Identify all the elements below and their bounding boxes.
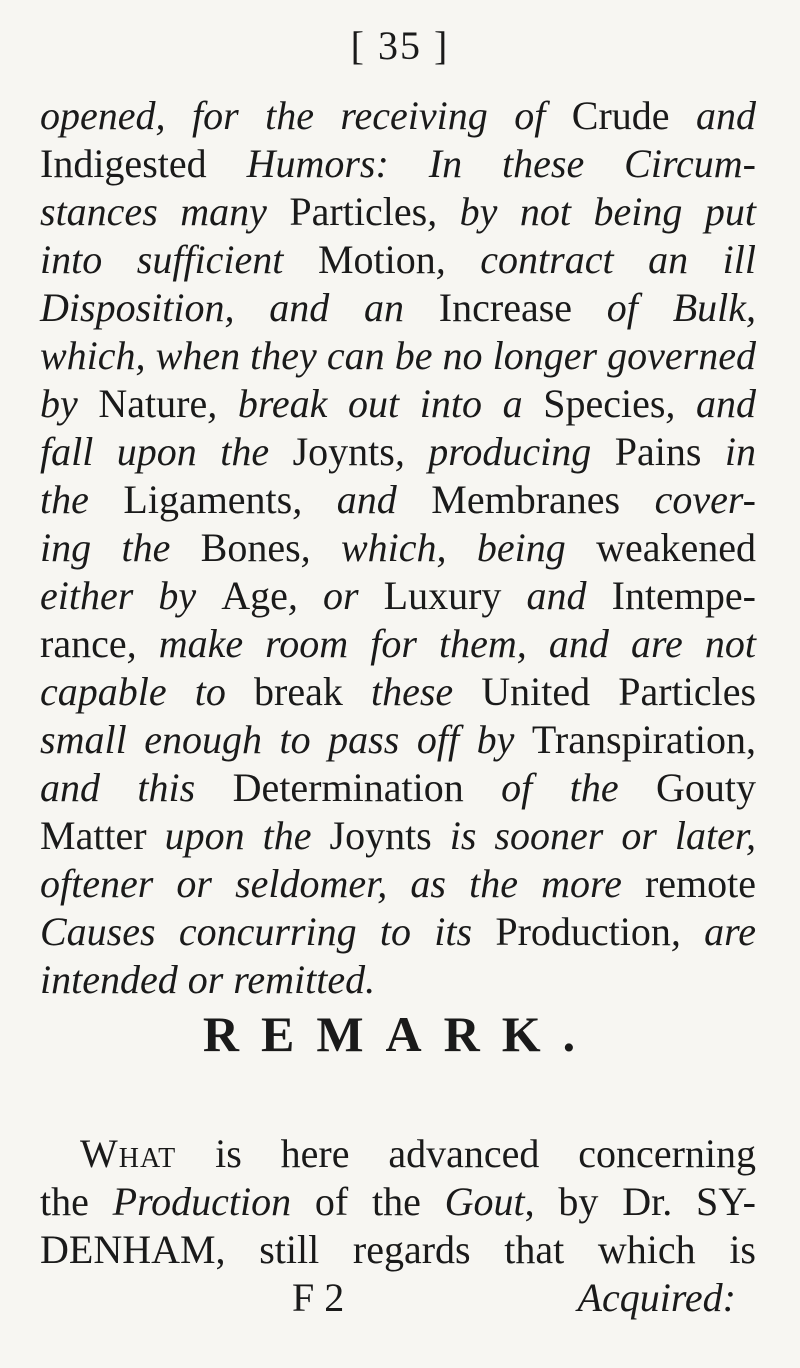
- page-number: [ 35 ]: [350, 23, 450, 68]
- text-line: fall upon the Joynts, producing Pains in: [40, 429, 756, 474]
- text-line: rance, make room for them, and are not: [40, 621, 756, 666]
- text-line: Causes concurring to its Production, are: [40, 909, 756, 954]
- text-line: opened, for the receiving of Crude and: [40, 93, 757, 138]
- text-line: Disposition, and an Increase of Bulk,: [40, 285, 756, 330]
- text-line: stances many Particles, by not being put: [40, 189, 756, 234]
- remark-text: [40, 1130, 756, 1274]
- text-line: which, when they can be no longer governed: [40, 333, 756, 378]
- text-line: intended or remitted.: [40, 957, 376, 1002]
- catchword: Acquired:: [577, 1275, 736, 1320]
- text-line: ing the Bones, which, being weakened: [40, 525, 756, 570]
- page-footer: [40, 1274, 756, 1322]
- text-line: into sufficient Motion, contract an ill: [40, 237, 757, 282]
- text-line: by Nature, break out into a Species, and: [40, 381, 757, 426]
- text-line: Indigested Humors: In these Circum-: [40, 141, 756, 186]
- text-line: capable to break these United Particles: [40, 669, 757, 714]
- body-text: [40, 92, 756, 1004]
- section-heading: REMARK.: [202, 1006, 598, 1062]
- text-line: oftener or seldomer, as the more remote: [40, 861, 756, 906]
- text-line: small enough to pass off by Transpiration,: [40, 717, 756, 762]
- text-line: Matter upon the Joynts is sooner or later,: [40, 813, 756, 858]
- text-line: the Ligaments, and Membranes cover-: [40, 477, 756, 522]
- text-line: the Production of the Gout, by Dr. SY-: [40, 1179, 756, 1224]
- text-line: and this Determination of the Gouty: [40, 765, 757, 810]
- signature-mark: F 2: [292, 1275, 345, 1320]
- text-line: What is here advanced concerning: [80, 1131, 756, 1176]
- text-line: DENHAM, still regards that which is: [40, 1227, 756, 1272]
- text-line: either by Age, or Luxury and Intempe-: [40, 573, 756, 618]
